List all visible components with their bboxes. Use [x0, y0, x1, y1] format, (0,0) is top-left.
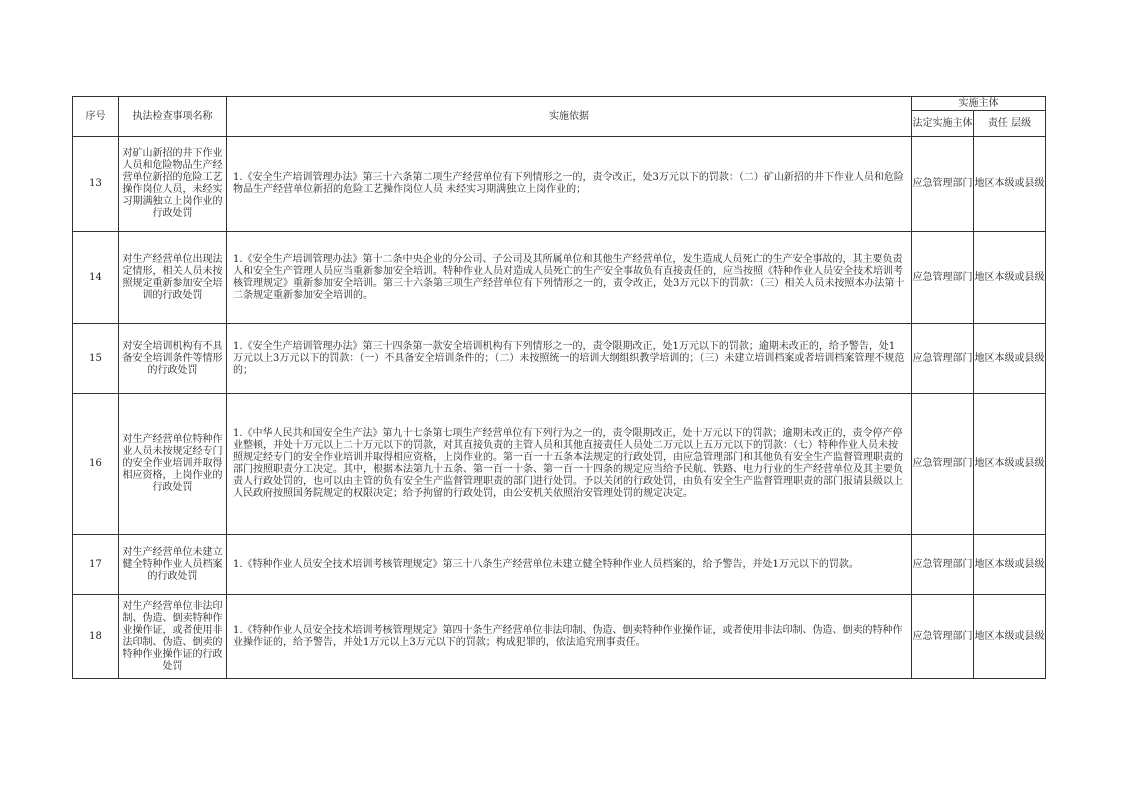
header-legal-subject: 法定实施主体 [912, 111, 974, 137]
table-row [73, 394, 1046, 535]
row-no: 16 [73, 394, 119, 535]
row-dept: 应急管理部门 [912, 535, 974, 595]
row-name: 对生产经营单位特种作业人员未按规定经专门的安全作业培训并取得相应资格，上岗作业的行政处罚 [119, 394, 227, 535]
row-level: 地区本级或县级 [974, 324, 1046, 394]
row-level: 地区本级或县级 [974, 394, 1046, 535]
row-name: 对安全培训机构有不具备安全培训条件等情形的行政处罚 [119, 324, 227, 394]
row-no: 18 [73, 595, 119, 679]
row-no: 17 [73, 535, 119, 595]
row-dept: 应急管理部门 [912, 394, 974, 535]
row-basis: 1.《特种作业人员安全技术培训考核管理规定》第三十八条生产经营单位未建立健全特种作业人员档案的，给予警告，并处1万元以下的罚款。 [227, 535, 912, 595]
table-row [73, 232, 1046, 324]
header-responsibility-level: 责任 层级 [974, 111, 1046, 137]
row-no: 13 [73, 137, 119, 232]
table-row [73, 324, 1046, 394]
row-level: 地区本级或县级 [974, 595, 1046, 679]
table-row [73, 535, 1046, 595]
row-basis: 1.《安全生产培训管理办法》第十二条中央企业的分公司、子公司及其所属单位和其他生产经营单位，发生造成人员死亡的生产安全事故的，其主要负责人和安全生产管理人员应当重新参加安全培训。特种作业人员对造成人员死亡的生产安全事故负有直接责任的，应当按照《特种作业人员安全技术培训考核管理规定》重新参加安全培训。第三十六条第三项生产经营单位有下列情形之一的，责令改正，处3万元以下的罚款：（三）相关人员未按照本办法第十二条规定重新参加安全培训的。 [227, 232, 912, 324]
row-level: 地区本级或县级 [974, 232, 1046, 324]
row-no: 15 [73, 324, 119, 394]
row-dept: 应急管理部门 [912, 595, 974, 679]
row-name: 对矿山新招的井下作业人员和危险物品生产经营单位新招的危险工艺操作岗位人员，未经实习期满独立上岗作业的行政处罚 [119, 137, 227, 232]
row-name: 对生产经营单位非法印制、伪造、倒卖特种作业操作证，或者使用非法印制、伪造、倒卖的特种作业操作证的行政处罚 [119, 595, 227, 679]
table-row [73, 595, 1046, 679]
row-dept: 应急管理部门 [912, 324, 974, 394]
row-basis: 1.《安全生产培训管理办法》第三十四条第一款安全培训机构有下列情形之一的，责令限期改正，处1万元以下的罚款；逾期未改正的，给予警告，处1万元以上3万元以下的罚款：（一）不具备安全培训条件的；（二）未按照统一的培训大纲组织教学培训的；（三）未建立培训档案或者培训档案管理不规范的； [227, 324, 912, 394]
header-subject: 实施主体 [912, 97, 1046, 111]
row-name: 对生产经营单位未建立健全特种作业人员档案的行政处罚 [119, 535, 227, 595]
enforcement-table [72, 96, 1046, 679]
row-level: 地区本级或县级 [974, 137, 1046, 232]
header-basis: 实施依据 [227, 97, 912, 137]
row-no: 14 [73, 232, 119, 324]
row-dept: 应急管理部门 [912, 137, 974, 232]
row-basis: 1.《中华人民共和国安全生产法》第九十七条第七项生产经营单位有下列行为之一的，责令限期改正，处十万元以下的罚款；逾期未改正的，责令停产停业整顿，并处十万元以上二十万元以下的罚款，对其直接负责的主管人员和其他直接责任人员处二万元以上五万元以下的罚款：（七）特种作业人员未按照规定经专门的安全作业培训并取得相应资格，上岗作业的。第一百一十五条本法规定的行政处罚，由应急管理部门和其他负有安全生产监督管理职责的部门按照职责分工决定。其中，根据本法第九十五条、第一百一十条、第一百一十四条的规定应当给予民航、铁路、电力行业的生产经营单位及其主要负责人行政处罚的，也可以由主管的负有安全生产监督管理职责的部门进行处罚。予以关闭的行政处罚，由负有安全生产监督管理职责的部门报请县级以上人民政府按照国务院规定的权限决定；给予拘留的行政处罚，由公安机关依照治安管理处罚的规定决定。 [227, 394, 912, 535]
row-basis: 1.《特种作业人员安全技术培训考核管理规定》第四十条生产经营单位非法印制、伪造、倒卖特种作业操作证，或者使用非法印制、伪造、倒卖的特种作业操作证的，给予警告，并处1万元以上3万元以下的罚款；构成犯罪的，依法追究刑事责任。 [227, 595, 912, 679]
row-name: 对生产经营单位出现法定情形，相关人员未按照规定重新参加安全培训的行政处罚 [119, 232, 227, 324]
row-dept: 应急管理部门 [912, 232, 974, 324]
header-name: 执法检查事项名称 [119, 97, 227, 137]
table-row [73, 137, 1046, 232]
row-basis: 1.《安全生产培训管理办法》第三十六条第二项生产经营单位有下列情形之一的，责令改正，处3万元以下的罚款：（二）矿山新招的井下作业人员和危险物品生产经营单位新招的危险工艺操作岗位人员 未经实习期满独立上岗作业的； [227, 137, 912, 232]
row-level: 地区本级或县级 [974, 535, 1046, 595]
header-no: 序号 [73, 97, 119, 137]
